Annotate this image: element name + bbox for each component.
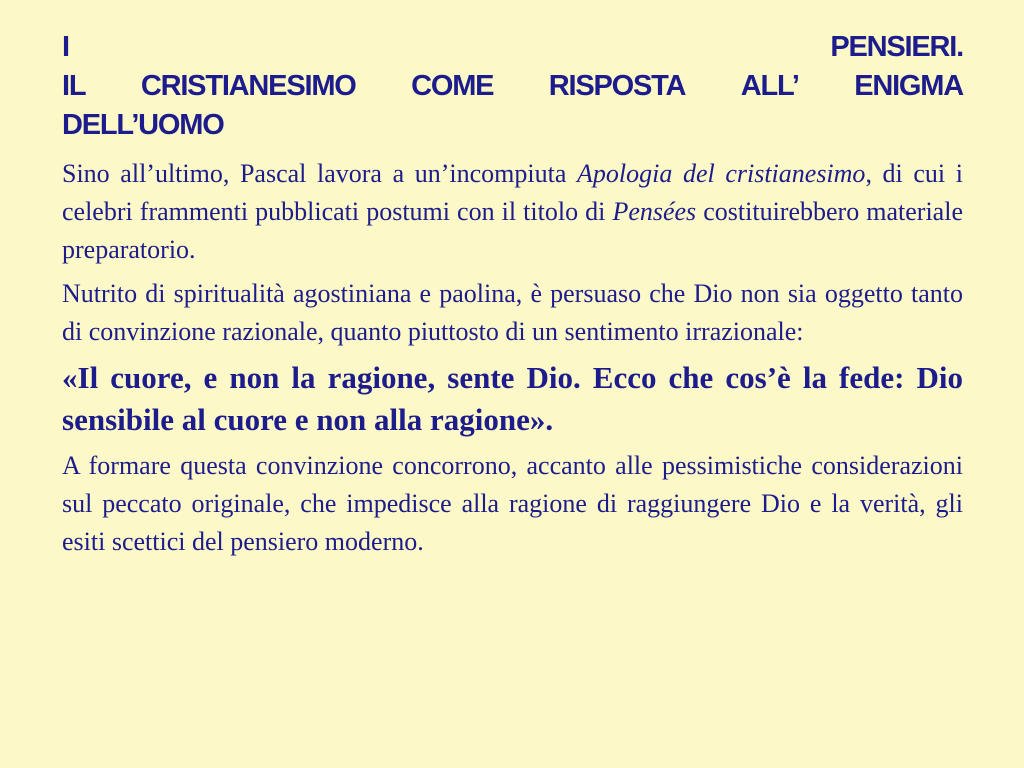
title-word: RISPOSTA [548,70,686,102]
paragraph-spirituality: Nutrito di spiritualità agostiniana e paolina, è persuaso che Dio non sia oggetto tanto di convinzione razionale, quanto piuttosto di un sentimento irrazionale: [62,279,963,346]
paragraph-text: , di cui i celebri frammenti pubblicati postumi con il titolo di [62,159,964,226]
paragraph-conviction: A formare questa convinzione concorrono, accanto alle pessimistiche considerazioni sul peccato originale, che impedisce alla ragione di raggiungere Dio e la verità, gli esiti scettici del pensiero moderno. [62,451,963,556]
title-word: DELL’UOMO [62,109,224,141]
italic-title-apologia: Apologia del cristianesimo [577,159,866,188]
title-word: ALL’ [740,70,799,102]
paragraph-apologia [62,155,963,269]
title-word: ENIGMA [854,70,963,102]
paragraph-text: costituirebbero materiale preparatorio. [62,197,963,264]
title-line-1 [62,28,963,67]
paragraph-text: Sino all’ultimo, Pascal lavora a un’incompiuta [62,159,577,188]
title-word: I [62,31,69,63]
title-word: COME [411,70,494,102]
title-word: CRISTIANESIMO [140,70,356,102]
title-word: IL [62,70,86,102]
italic-title-pensees: Pensées [612,197,697,226]
title-line-2 [62,67,963,106]
slide-title [62,28,963,145]
title-word: PENSIERI. [830,31,963,63]
quote-pascal: «Il cuore, e non la ragione, sente Dio. Ecco che cos’è la fede: Dio sensibile al cuore e non alla ragione». [62,360,963,437]
title-line-3 [62,106,963,145]
slide-content [62,28,963,567]
